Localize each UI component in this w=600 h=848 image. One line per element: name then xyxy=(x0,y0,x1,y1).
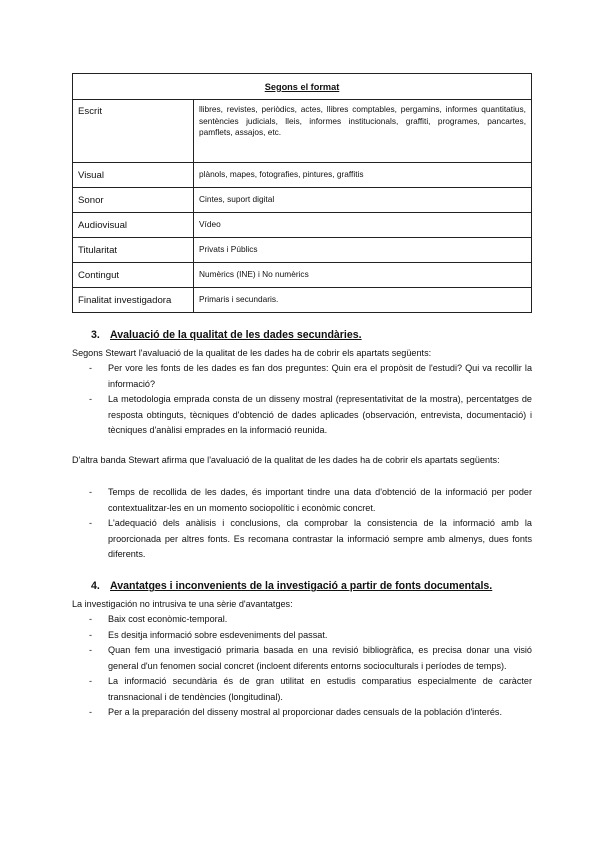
list-item-text: Per a la preparación del disseny mostral al proporcionar dades censuals de la población d'interés. xyxy=(108,707,503,717)
list-item-text: Temps de recollida de les dades, és important tindre una data d'obtenció de la informació per poder contextualitzar-les en un momento sociopolític i econòmic concret. xyxy=(108,487,532,513)
list-dash: - xyxy=(89,363,93,373)
list-item xyxy=(72,392,532,439)
list-item xyxy=(72,485,532,516)
list-dash: - xyxy=(89,487,93,497)
section-number: 3. xyxy=(91,329,100,341)
list-item xyxy=(72,674,532,705)
section-4-list xyxy=(72,612,532,721)
list-item xyxy=(72,705,532,721)
table-row xyxy=(73,263,532,288)
row-label: Contingut xyxy=(73,263,194,288)
table-row xyxy=(73,188,532,213)
row-value: llibres, revistes, periòdics, actes, llibres comptables, pergamins, informes quantitatius, sentències judicials, lleis, informes institucionals, graffiti, programes, pancartes, pamflets, assajos, etc. xyxy=(194,100,532,163)
list-item-text: Es desitja informació sobre esdeveniments del passat. xyxy=(108,629,328,640)
row-value: Cintes, suport digital xyxy=(194,188,532,213)
list-item-text: Quan fem una investigació primaria basada en una revisió bibliogràfica, es precisa donar una visió general d'un fenomen social concret (incloent diferents entorns socioculturals i períodes de temps). xyxy=(108,645,532,671)
section-4-intro: La investigación no intrusiva te una sèrie d'avantatges: xyxy=(72,599,293,609)
row-value: Primaris i secundaris. xyxy=(194,288,532,313)
table-row xyxy=(73,100,532,163)
table-row xyxy=(73,238,532,263)
row-value: plànols, mapes, fotografies, pintures, graffitis xyxy=(194,163,532,188)
format-table xyxy=(72,73,532,313)
list-item-text: Baix cost econòmic-temporal. xyxy=(108,614,228,624)
row-value: Privats i Públics xyxy=(194,238,532,263)
list-dash: - xyxy=(89,614,93,624)
section-3-heading xyxy=(91,329,362,341)
section-title: Avantatges i inconvenients de la investigació a partir de fonts documentals. xyxy=(110,580,493,592)
list-item xyxy=(72,612,532,628)
row-label: Titularitat xyxy=(73,238,194,263)
list-dash: - xyxy=(89,707,93,717)
table-header: Segons el format xyxy=(73,74,532,100)
row-label: Escrit xyxy=(73,100,194,163)
section-number: 4. xyxy=(91,580,100,592)
table-header-row xyxy=(73,74,532,100)
list-item xyxy=(72,361,532,392)
list-dash: - xyxy=(89,645,93,655)
list-item-text: L'adequació dels anàlisis i conclusions, cla comprobar la consistencia de la informació amb la proorcionada per altres fonts. Es recomana contrastar la informació sempre amb almenys, dues fonts diferents. xyxy=(108,518,532,559)
list-item-text: La informació secundària és de gran utilitat en estudis comparatius especialmente de caràcter transnacional i de tendències (longitudinal). xyxy=(108,676,532,702)
list-dash: - xyxy=(89,629,93,640)
section-title: Avaluació de la qualitat de les dades secundàries. xyxy=(110,329,362,341)
row-value: Vídeo xyxy=(194,213,532,238)
section-3-list xyxy=(72,361,532,439)
table-row xyxy=(73,213,532,238)
list-item xyxy=(72,516,532,563)
row-label: Visual xyxy=(73,163,194,188)
row-label: Sonor xyxy=(73,188,194,213)
list-item xyxy=(72,628,532,644)
list-dash: - xyxy=(89,518,93,528)
table-row xyxy=(73,163,532,188)
list-dash: - xyxy=(89,394,93,404)
row-label: Finalitat investigadora xyxy=(73,288,194,313)
section-4-heading xyxy=(91,580,492,592)
section-3-list-2 xyxy=(72,485,532,563)
list-item-text: Per vore les fonts de les dades es fan dos preguntes: Quin era el propòsit de l'estudi? Qui va recollir la informació? xyxy=(108,363,532,389)
row-label: Audiovisual xyxy=(73,213,194,238)
section-3-intro-2: D'altra banda Stewart afirma que l'avaluació de la qualitat de les dades ha de cobrir els apartats següents: xyxy=(72,455,500,465)
list-item xyxy=(72,643,532,674)
list-dash: - xyxy=(89,676,93,686)
table-row xyxy=(73,288,532,313)
list-item-text: La metodologia emprada consta de un disseny mostral (representativitat de la mostra), percentatges de resposta obtinguts, tècniques d'obtenció de dades aplicades (observación, entrevista, documentació) i tècniques d'anàlisi emprades en la informació reunida. xyxy=(108,394,532,435)
row-value: Numèrics (INE) i No numèrics xyxy=(194,263,532,288)
section-3-intro: Segons Stewart l'avaluació de la qualitat de les dades ha de cobrir els apartats següents: xyxy=(72,348,432,358)
